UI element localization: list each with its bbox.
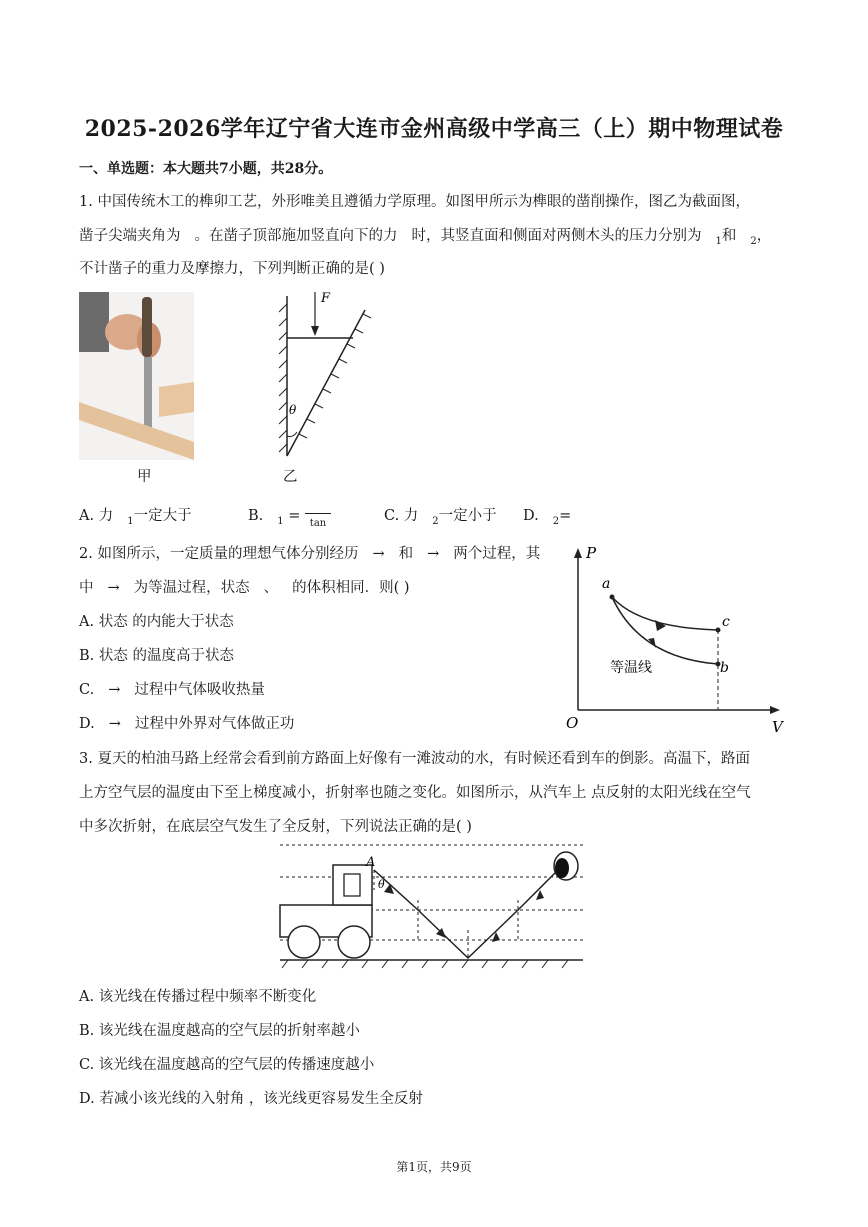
state-b-label: b — [720, 660, 729, 676]
force-label: F — [321, 291, 331, 306]
state-c-label: c — [722, 614, 730, 630]
axis-v-label: V — [772, 718, 783, 736]
q3-line2: 上方空气层的温度由下至上梯度减小，折射率也随之变化。如图所示，从汽车上 点反射的太阳光线在空气 — [79, 785, 751, 801]
chisel-cross-section — [275, 288, 375, 468]
q1-line1: 1. 中国传统木工的榫卯工艺，外形唯美且遵循力学原理。如图甲所示为榫眼的凿削操作，图乙为截面图， — [79, 194, 750, 210]
q3-line3: 中多次折射，在底层空气发生了全反射，下列说法正确的是( ) — [79, 819, 472, 835]
point-a-label: A — [366, 855, 376, 870]
q2-option-d: D. → 过程中外界对气体做正功 — [79, 716, 295, 732]
q2-line1: 2. 如图所示，一定质量的理想气体分别经历 → 和 → 两个过程，其 — [79, 546, 541, 562]
q2-option-b: B. 状态 的温度高于状态 — [79, 648, 234, 664]
q3-option-a: A. 该光线在传播过程中频率不断变化 — [79, 989, 317, 1005]
q2-line2: 中 → 为等温过程，状态 、 的体积相同．则( ) — [79, 580, 410, 596]
theta-label: θ — [289, 403, 297, 417]
q1-option-c: C. 力 $_2$一定小于 — [384, 508, 497, 527]
mirage-diagram — [278, 840, 588, 975]
q3-option-d: D. 若减小该光线的入射角 ，该光线更容易发生全反射 — [79, 1091, 423, 1107]
q1-line2: 凿子尖端夹角为 。在凿子顶部施加竖直向下的力 时，其竖直面和侧面对两侧木头的压力分别为 $_1$和 $_2$， — [79, 228, 772, 247]
incidence-angle-label: θ — [378, 878, 385, 891]
q3-option-b: B. 该光线在温度越高的空气层的折射率越小 — [79, 1023, 360, 1039]
page-title: 2025-2026学年辽宁省大连市金州高级中学高三（上）期中物理试卷 — [84, 116, 784, 142]
q3-line1: 3. 夏天的柏油马路上经常会看到前方路面上好像有一滩波动的水，有时候还看到车的倒影。高温下，路面 — [79, 751, 750, 767]
origin-label: O — [566, 714, 579, 732]
q3-option-c: C. 该光线在温度越高的空气层的传播速度越小 — [79, 1057, 375, 1073]
q2-option-a: A. 状态 的内能大于状态 — [79, 614, 234, 630]
page-footer: 第1页，共9页 — [396, 1160, 472, 1174]
axis-p-label: P — [586, 544, 597, 562]
section-heading: 一、单选题：本大题共7小题，共28分。 — [79, 161, 333, 177]
label-jia: 甲 — [137, 469, 152, 485]
isotherm-label: 等温线 — [610, 660, 652, 676]
state-a-label: a — [602, 576, 611, 592]
q1-option-d: D. $_2$= — [523, 508, 572, 527]
label-yi: 乙 — [283, 469, 298, 485]
q2-option-c: C. → 过程中气体吸收热量 — [79, 682, 265, 698]
q1-option-b: B. $_1$ = tan — [248, 506, 331, 528]
q1-option-a: A. 力 $_1$一定大于 — [79, 508, 192, 527]
pv-graph — [560, 540, 790, 740]
chisel-photo — [79, 292, 194, 460]
q1-line3: 不计凿子的重力及摩擦力，下列判断正确的是( ) — [79, 261, 385, 277]
